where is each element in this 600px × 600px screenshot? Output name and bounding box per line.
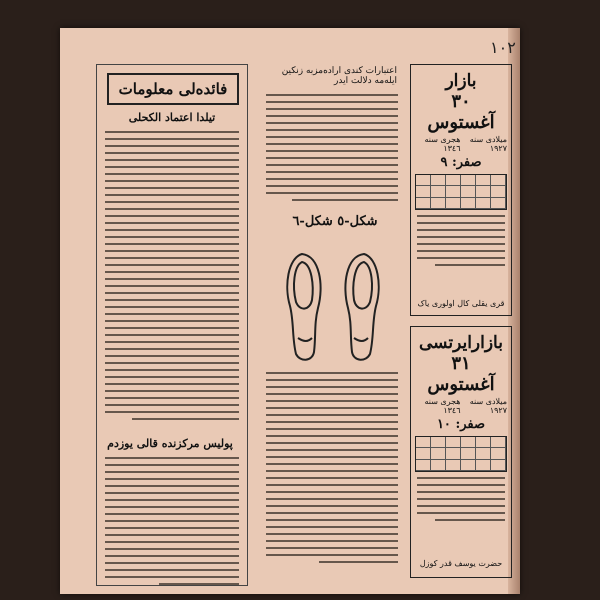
calendar-years (411, 395, 511, 417)
calendar-box-2 (410, 326, 512, 578)
middle-text-2 (266, 372, 398, 568)
box2-text (417, 477, 505, 526)
gregorian-year: میلادی سنە ١٩٢٧ (469, 135, 507, 153)
hijri-year: هجری سنە ١٣٤٦ (424, 397, 461, 415)
times-table (415, 436, 507, 472)
times-table (415, 174, 507, 210)
middle-header: اعتبارات کندی ارادەمزبە زنکین ایلەمە دلالت ایدر (281, 66, 397, 86)
left-column (96, 64, 248, 586)
middle-text-1 (266, 94, 398, 206)
figure-label: شکل-٥ شکل-٦ (292, 214, 378, 229)
column-title-box (107, 73, 239, 105)
box2-signature: حضرت یوسف قدر کوزل (419, 559, 503, 568)
column-subtitle: تیلدا اعتماد الکحلی (128, 111, 216, 124)
column-title: فائدەلی معلومات (118, 80, 228, 98)
article-text-2 (105, 457, 239, 590)
middle-column (262, 64, 402, 584)
calendar-day: ٣٠ (451, 91, 471, 112)
calendar-title: بازارایرتسی (419, 333, 503, 353)
calendar-years (411, 133, 511, 155)
safar-date: صفر: ٩ (440, 155, 482, 170)
newspaper-page (60, 28, 520, 594)
gregorian-year: میلادی سنە ١٩٢٧ (469, 397, 507, 415)
article-text-1 (105, 131, 239, 425)
page-number: ١٠٢ (490, 38, 516, 57)
calendar-day: ٣١ (451, 353, 471, 374)
section-heading: پولیس مرکزندە قالی یوزدم (107, 437, 233, 450)
calendar-month: آغستوس (427, 374, 495, 395)
hijri-year: هجری سنە ١٣٤٦ (424, 135, 461, 153)
right-column (410, 64, 510, 584)
box1-text (417, 215, 505, 271)
shoe-sole-illustration (268, 246, 398, 366)
calendar-title: بازار (445, 71, 477, 91)
safar-date: صفر: ١٠ (436, 417, 486, 432)
calendar-box-1 (410, 64, 512, 316)
box1-note: قری یقلی کال اولوری یاک (417, 299, 505, 308)
calendar-month: آغستوس (427, 112, 495, 133)
